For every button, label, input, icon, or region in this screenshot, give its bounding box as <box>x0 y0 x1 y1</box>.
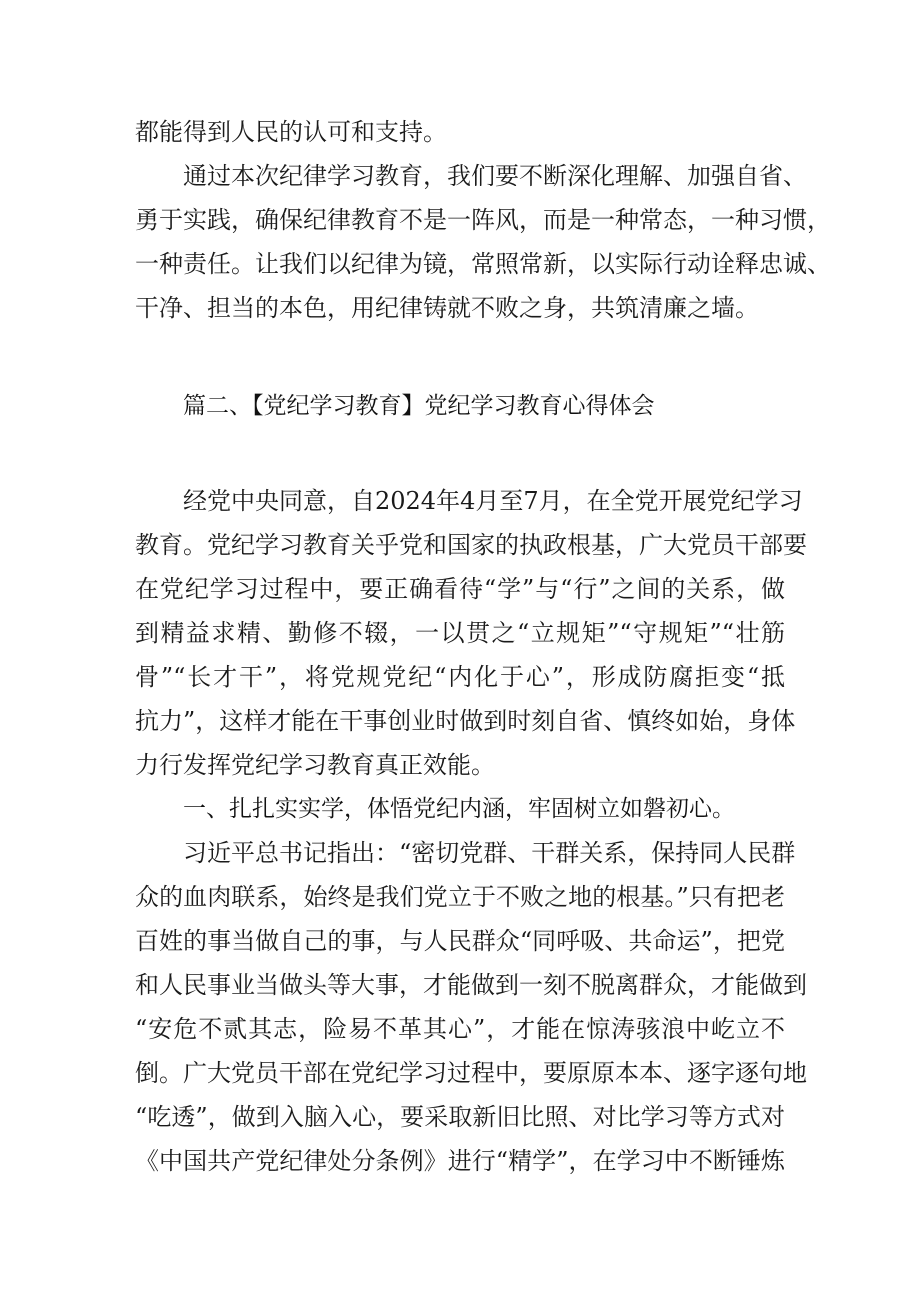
paragraph-line: “安危不贰其志，险易不革其心”，才能在惊涛骇浪中屹立不 <box>135 1015 785 1043</box>
paragraph-line: 通过本次纪律学习教育，我们要不断深化理解、加强自省、 <box>183 162 807 190</box>
section-title: 篇二、【党纪学习教育】党纪学习教育心得体会 <box>183 393 655 419</box>
paragraph-line: 在党纪学习过程中，要正确看待“学”与“行”之间的关系，做 <box>135 575 785 603</box>
paragraph-line: 倒。广大党员干部在党纪学习过程中，要原原本本、逐字逐句地 <box>135 1059 807 1087</box>
paragraph-line: 勇于实践，确保纪律教育不是一阵风，而是一种常态，一种习惯， <box>135 206 831 234</box>
paragraph-line: 都能得到人民的认可和支持。 <box>135 118 447 146</box>
paragraph-line: 抗力”，这样才能在干事创业时做到时刻自省、慎终如始，身体 <box>135 707 796 735</box>
paragraph-line: 骨”“长才干”，将党规党纪“内化于心”，形成防腐拒变“抵 <box>135 663 785 691</box>
paragraph-line: 经党中央同意，自2024年4月至7月，在全党开展党纪学习 <box>183 487 803 515</box>
paragraph-line: 一种责任。让我们以纪律为镜，常照常新，以实际行动诠释忠诚、 <box>135 250 831 278</box>
paragraph-line: 习近平总书记指出：“密切党群、干群关系，保持同人民群 <box>183 839 796 867</box>
paragraph-line: 到精益求精、勤修不辍，一以贯之“立规矩”“守规矩”“壮筋 <box>135 619 785 647</box>
paragraph-line: 干净、担当的本色，用纪律铸就不败之身，共筑清廉之墙。 <box>135 294 759 322</box>
paragraph-line: 力行发挥党纪学习教育真正效能。 <box>135 751 495 779</box>
paragraph-line: 众的血肉联系，始终是我们党立于不败之地的根基。”只有把老 <box>135 883 785 911</box>
paragraph-line: 教育。党纪学习教育关乎党和国家的执政根基，广大党员干部要 <box>135 531 807 559</box>
paragraph-line: 《中国共产党纪律处分条例》进行“精学”，在学习中不断锤炼 <box>135 1147 785 1175</box>
paragraph-line: 和人民事业当做头等大事，才能做到一刻不脱离群众，才能做到 <box>135 971 807 999</box>
paragraph-line: “吃透”，做到入脑入心，要采取新旧比照、对比学习等方式对 <box>135 1103 785 1131</box>
paragraph-line: 百姓的事当做自己的事，与人民群众“同呼吸、共命运”，把党 <box>135 927 785 955</box>
subheading: 一、扎扎实实学，体悟党纪内涵，牢固树立如磐初心。 <box>183 796 735 822</box>
